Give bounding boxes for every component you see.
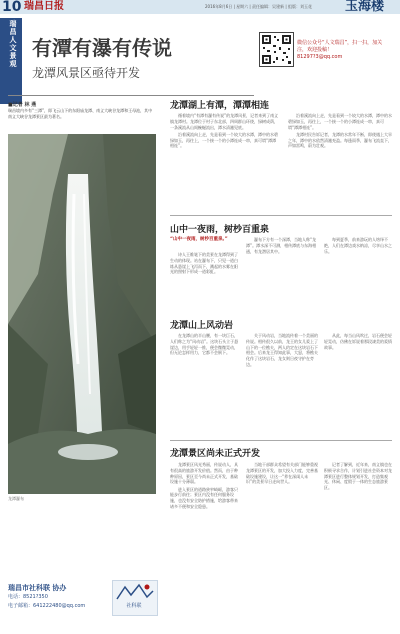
paragraph: 循着境内“有潭有瀑有传说”的龙潭风景，记者来到了南义镇龙潭村。龙潭位于村子东北部，四周群山环绕，绿树成荫，一条溪流从山间蜿蜒流出，潭水清澈见底。 (170, 113, 279, 130)
paragraph: 从此，每当山风吹过，岩石便会轻轻晃动，仿佛在诉说着那段凄美的爱情故事。 (324, 333, 392, 350)
qr-email: 81297?3@qq.com (297, 54, 343, 60)
paragraph: 当地干部群众希望有关部门能够重视龙潭景区的开发，加大投入力度，完善基础设施建设，让这一“养在深闺人未识”的美景早日走向世人。 (246, 462, 318, 485)
section-heading-3: 龙潭山上风动岩 (170, 321, 234, 331)
divider (170, 440, 392, 441)
page-number: 10 (2, 0, 22, 15)
section-4-col-c (324, 462, 392, 628)
divider (8, 95, 254, 96)
paragraph: 每到夏季，前来游玩的人络绎不绝，人们在潭边戏水纳凉，尽享山水之乐。 (324, 237, 392, 254)
poem-quote: “山中一夜雨，树杪百重泉。” (170, 237, 228, 242)
paragraph: 沿着溪流向上走，先是看到一个较大的水潭，潭中的水碧绿如玉，再往上，一个接一个的小潭连成一串，真可谓“潭潭相连”。 (288, 113, 392, 130)
section-2-col-a (170, 252, 240, 314)
footer-email: 电子邮箱：641222480@qq.com (8, 603, 86, 609)
footer-phone: 电话：8521?350 (8, 594, 48, 600)
section-heading-1: 龙潭湖上有潭，潭潭相连 (170, 101, 270, 111)
section-4-col-b (246, 462, 318, 628)
issue-info: 2016年8月6日 | 星期六 | 责任编辑：吴建新 | 组版：刘玉花 (205, 4, 312, 9)
footer-organization: 瑞昌市社科联 协办 (8, 584, 67, 592)
article-subtitle: 龙潭风景区亟待开发 (32, 66, 141, 80)
section-name: 玉海楼 (345, 0, 385, 14)
paragraph: 沿着溪流向上走，先是看到一个较大的水潭，潭中的水碧绿如玉，再往上，一个接一个的小潭连成一串，真可谓“潭潭相连”。 (170, 131, 278, 149)
paragraph: 关于风动岩，当地流传着一个美丽的传说。相传很久以前，龙王的女儿爱上了山下的一位樵夫，两人约定在这块岩石下相会。后来龙王得知此事，大怒，将樵夫化作了这块岩石，龙女则日夜守护在旁边。 (246, 333, 318, 367)
section-2-col-c (324, 237, 392, 314)
paragraph: 龙潭景区风光秀丽，传说动人，具有很高的旅游开发价值。然而，由于种种原因，景区至今尚未正式开发，基础设施十分薄弱。 (170, 462, 238, 485)
section-3-col-b (246, 333, 318, 438)
qr-code-icon[interactable] (259, 32, 294, 67)
section-1-col-a (170, 113, 280, 213)
paragraph: 瀑布下方有一个深潭，当地人称“龙潭”。潭水深不可测，相传潭底与东海相通，有龙潜居其中。 (246, 237, 317, 254)
side-column-label: 瑞昌人文景观 (9, 20, 17, 68)
paragraph: 诗人王维笔下的美景在龙潭得到了生动的体现。站在瀑布下，只见一道白练从悬崖上飞泻而下，溅起的水雾在阳光的照射下形成一道彩虹。 (170, 252, 238, 275)
section-1-col-b (288, 113, 392, 213)
section-2-col-b (246, 237, 318, 314)
newspaper-name: 瑞昌日报 (24, 1, 64, 12)
section-3-col-a (170, 333, 240, 438)
qr-caption: 微信公众号“人文瑞昌”，扫一扫，加关注，欢迎投稿！ (297, 40, 383, 53)
section-heading-4: 龙潭景区尚未正式开发 (170, 449, 261, 459)
waterfall-photo (8, 134, 156, 494)
paragraph: 进入景区的道路狭窄崎岖，游客只能步行前往；景区内没有任何服务设施，也没有安全防护措施，给游客带来诸多不便和安全隐患。 (170, 486, 238, 510)
divider (170, 215, 392, 216)
paragraph: 记者了解到，近年来，南义镇也在积极寻求合作，计划引进社会资本对龙潭景区进行整体规划开发，打造集观光、休闲、度假于一体的生态旅游景区。 (324, 462, 392, 491)
section-heading-2: 山中一夜雨，树杪百重泉 (170, 225, 270, 235)
logo-icon (112, 580, 158, 616)
article-title: 有潭有瀑有传说 (32, 36, 172, 60)
paragraph: 龙潭村民告诉记者，龙潭的水常年不断，即使遇上大旱之年，潭中的水依然清澈充盈。每逢雨季，瀑布飞流直下，声如雷鸣，蔚为壮观。 (288, 131, 392, 149)
section-3-col-c (324, 333, 392, 438)
article-intro: 瑞昌境内多有“三潭”，即飞云山下的东阳庙龙潭、南义大峡谷龙潭和王母池，其中南义大峡谷龙潭景区最为著名。 (8, 108, 153, 119)
paragraph: 在龙潭山的半山腰，有一块巨石，人们称之为“风动岩”。这块石头立于悬崖边，用手轻轻一推，便会微微晃动，但无论怎样用力，它都不会倒下。 (170, 333, 239, 356)
logo-text: 社科联 (126, 603, 142, 609)
photo-caption: 龙潭瀑布 (8, 496, 24, 501)
byline: ■记者 林 燕 (8, 102, 37, 108)
section-4-col-a (170, 462, 240, 628)
